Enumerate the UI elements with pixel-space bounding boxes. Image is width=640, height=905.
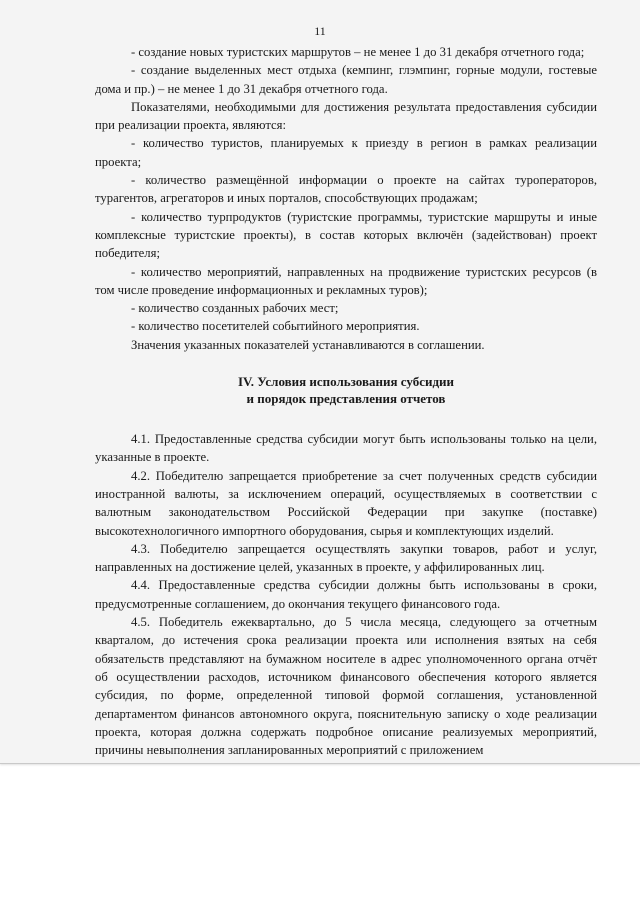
clause-paragraph: 4.5. Победитель ежеквартально, до 5 числа месяца, следующего за отчетным кварталом, до истечения срока реализации проекта или исполнения взятых на себя обязательств представляют на бумажном носителе в адрес уполномоченного органа отчёт об осуществлении расходов, источником финансового обеспечения которого является субсидия, по форме, определенной типовой формой соглашения, установленной департаментом финансов автономного округа, пояснительную записку о ходе реализации проекта, которая должна содержать подробное описание реализуемых мероприятий, причины невыполнения запланированных мероприятий с приложением xyxy=(95,615,597,758)
indicator-item: - количество посетителей событийного мероприятия. xyxy=(131,319,420,334)
indicator-item: - количество размещённой информации о проекте на сайтах туроператоров, турагентов, агрегаторов и иных порталов, способствующих продажам; xyxy=(95,173,597,206)
clause-paragraph: 4.4. Предоставленные средства субсидии должны быть использованы в сроки, предусмотренные соглашением, до окончания текущего финансового года. xyxy=(95,578,597,611)
clause-paragraph: 4.2. Победителю запрещается приобретение за счет полученных средств субсидии иностранной валюты, за исключением операций, осуществляемых в соответствии с валютным законодательством Российской Федерации при закупке (поставке) высокотехнологичного импортного оборудования, сырья и комплектующих изделий. xyxy=(95,468,597,538)
section-title-line1: IV. Условия использования субсидии xyxy=(237,374,455,390)
list-item: - создание новых туристских маршрутов – не менее 1 до 31 декабря отчетного года; xyxy=(131,45,585,59)
indicator-item: - количество созданных рабочих мест; xyxy=(131,301,339,316)
indicator-item: - количество турпродуктов (туристские программы, туристские маршруты и иные комплексные туристские проекты), в состав которых включён (задействован) проект победителя; xyxy=(95,209,597,261)
indicators-note: Значения указанных показателей устанавливаются в соглашении. xyxy=(131,337,485,352)
section-heading xyxy=(95,373,597,407)
document-body xyxy=(95,43,597,759)
clause-paragraph: 4.3. Победителю запрещается осуществлять закупки товаров, работ и услуг, направленных на достижение целей, указанных в проекте, у аффилированных лиц. xyxy=(95,541,597,575)
page-number: 11 xyxy=(314,24,326,38)
section-title-line2: и порядок представления отчетов xyxy=(246,391,446,407)
indicator-item: - количество туристов, планируемых к приезду в регион в рамках реализации проекта; xyxy=(95,136,597,169)
list-item: - создание выделенных мест отдыха (кемпинг, глэмпинг, горные модули, гостевые дома и пр.) – не менее 1 до 31 декабря отчетного года. xyxy=(95,63,597,96)
clause-paragraph: 4.1. Предоставленные средства субсидии могут быть использованы только на цели, указанные в проекте. xyxy=(95,432,597,465)
indicators-intro: Показателями, необходимыми для достижения результата предоставления субсидии при реализации проекта, являются: xyxy=(95,99,597,133)
indicator-item: - количество мероприятий, направленных на продвижение туристских ресурсов (в том числе проведение информационных и рекламных туров); xyxy=(95,264,597,297)
